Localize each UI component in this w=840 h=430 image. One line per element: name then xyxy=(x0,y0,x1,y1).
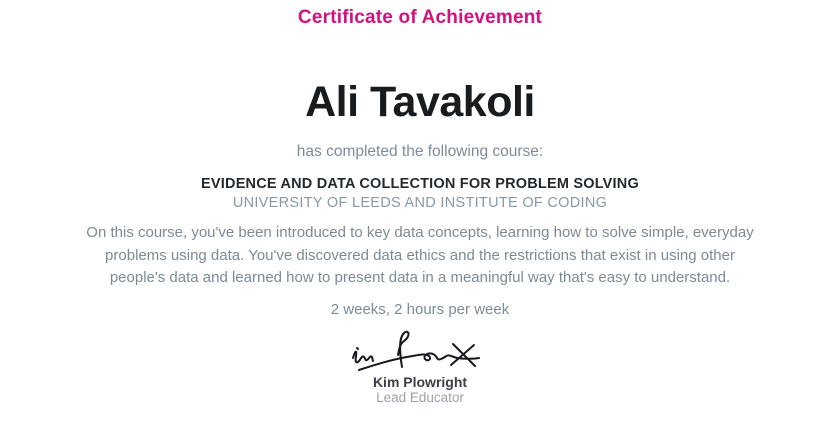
certificate-title: Certificate of Achievement xyxy=(297,7,543,28)
course-description: On this course, you've been introduced to key data concepts, learning how to solve simple, everyday problems using data. You've discovered data ethics and the restrictions that exist in using other people's data and learned how to present data in a meaningful way that's easy to understand. xyxy=(86,224,754,286)
signature-block xyxy=(0,329,840,374)
course-provider: UNIVERSITY OF LEEDS AND INSTITUTE OF CODING xyxy=(232,195,608,211)
signer-name: Kim Plowright xyxy=(372,374,468,390)
signer-role: Lead Educator xyxy=(376,390,464,405)
signature-scribble-icon xyxy=(345,329,485,374)
recipient-name: Ali Tavakoli xyxy=(305,78,535,126)
course-title: EVIDENCE AND DATA COLLECTION FOR PROBLEM SOLVING xyxy=(201,176,639,192)
course-duration: 2 weeks, 2 hours per week xyxy=(330,301,510,318)
completed-label: has completed the following course: xyxy=(296,143,544,160)
